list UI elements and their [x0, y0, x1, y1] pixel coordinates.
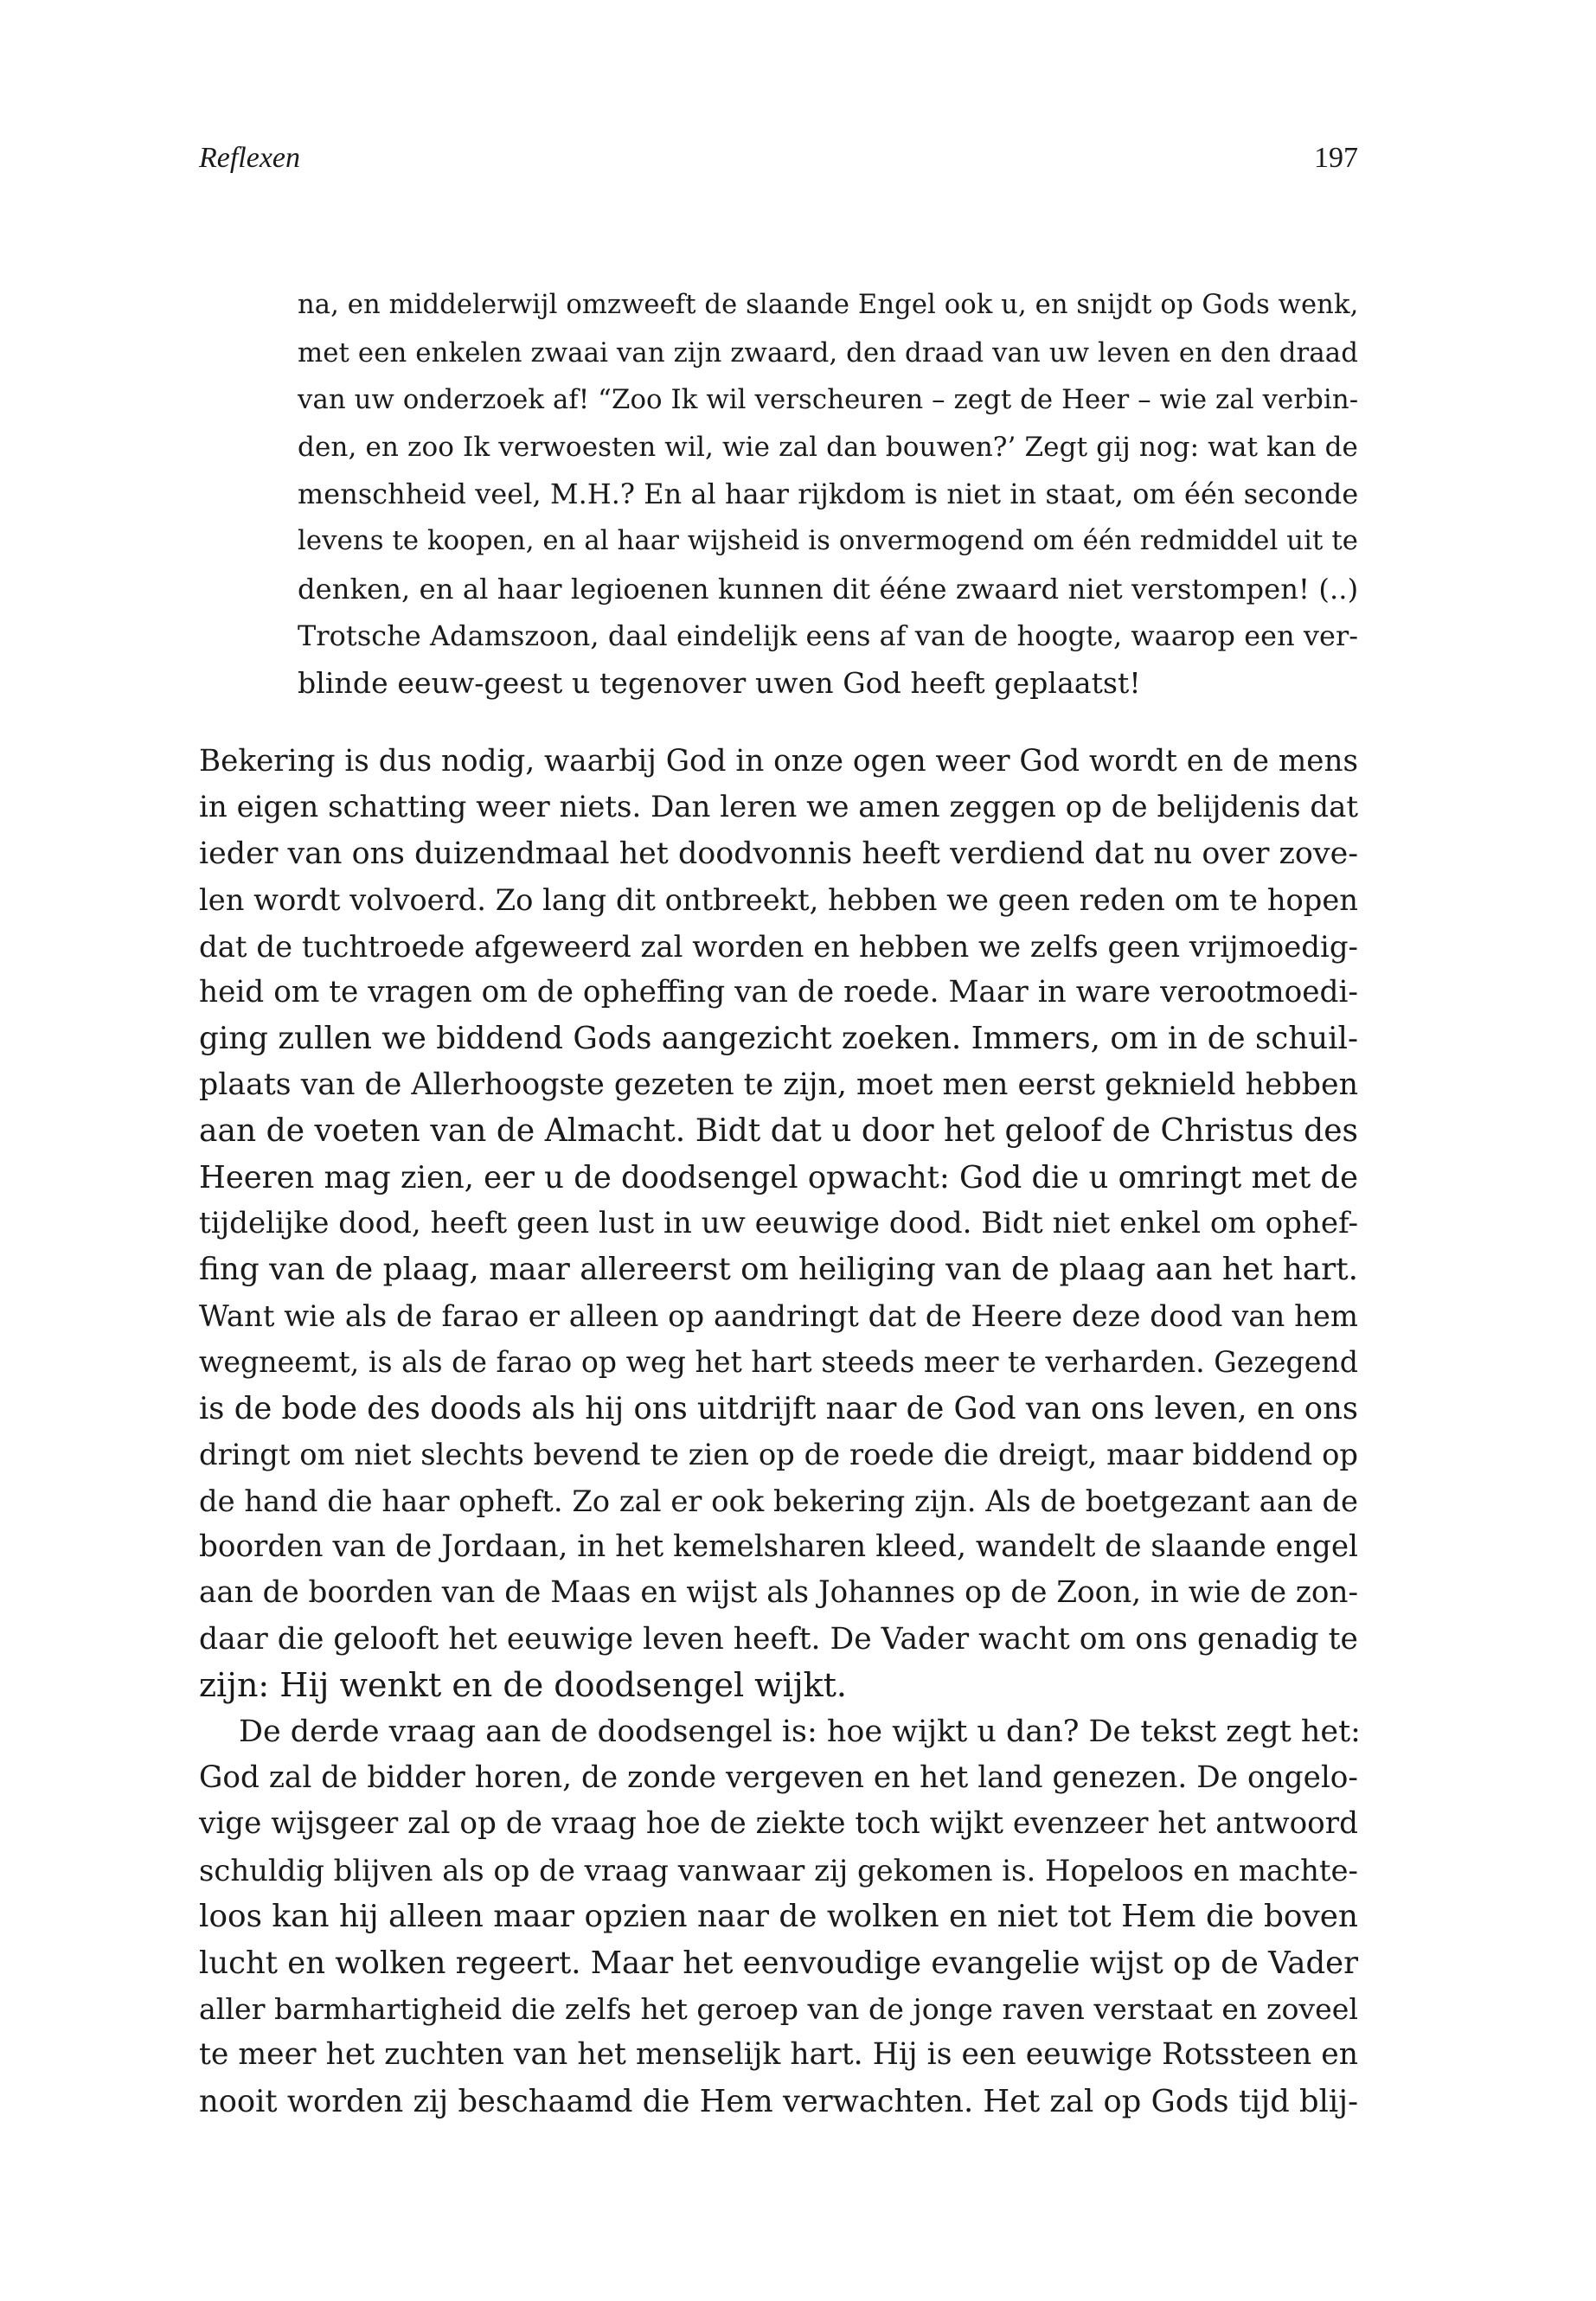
text-line: nooit worden zij beschaamd die Hem verwachten. Het zal op Gods tijd blij- — [199, 2083, 1358, 2119]
text-line: heid om te vragen om de opheffing van de roede. Maar in ware verootmoedi- — [199, 975, 1358, 1010]
quote-line: levens te koopen, en al haar wijsheid is onvermogend om één redmiddel uit te — [298, 525, 1359, 556]
quote-line: menschheid veel, M.H.? En al haar rijkdom is niet in staat, om één seconde — [298, 478, 1359, 511]
text-line: is de bode des doods als hij ons uitdrijft naar de God van ons leven, en ons — [199, 1390, 1358, 1426]
paragraph-2 — [199, 1709, 1361, 2125]
text-line: schuldig blijven als op de vraag vanwaar zij gekomen is. Hopeloos en machte- — [199, 1853, 1358, 1888]
text-line: loos kan hij alleen maar opzien naar de wolken en niet tot Hem die boven — [199, 1899, 1358, 1935]
text-line: lucht en wolken regeert. Maar het eenvoudige evangelie wijst op de Vader — [199, 1945, 1359, 1981]
text-line: zijn: Hij wenkt en de doodsengel wijkt. — [199, 1666, 848, 1705]
text-line: dringt om niet slechts bevend te zien op de roede die dreigt, maar biddend op — [199, 1438, 1358, 1472]
quote-line: den, en zoo Ik verwoesten wil, wie zal dan bouwen?’ Zegt gij nog: wat kan de — [298, 431, 1358, 463]
text-line: wegneemt, is als de farao op weg het hart steeds meer te verharden. Gezegend — [199, 1345, 1358, 1380]
body-text — [199, 739, 1361, 2125]
quote-line: blinde eeuw-geest u tegenover uwen God heeft geplaatst! — [298, 665, 1141, 700]
text-line: tijdelijke dood, heeft geen lust in uw eeuwige dood. Bidt niet enkel om ophef- — [199, 1206, 1358, 1241]
text-line: daar die gelooft het eeuwige leven heeft. De Vader wacht om ons genadig te — [199, 1621, 1358, 1657]
paragraph-1 — [199, 739, 1358, 1709]
quote-line: denken, en al haar legioenen kunnen dit ééne zwaard niet verstompen! (..) — [298, 572, 1359, 606]
text-line: De derde vraag aan de doodsengel is: hoe wijkt u dan? De tekst zegt het: — [239, 1714, 1361, 1749]
text-line: Heeren mag zien, eer u de doodsengel opwacht: God die u omringt met de — [199, 1159, 1358, 1195]
text-line: vige wijsgeer zal op de vraag hoe de ziekte toch wijkt evenzeer het antwoord — [199, 1806, 1358, 1842]
quote-line: met een enkelen zwaai van zijn zwaard, den draad van uw leven en den draad — [298, 336, 1358, 369]
text-line: dat de tuchtroede afgeweerd zal worden en hebben we zelfs geen vrijmoedig- — [199, 929, 1358, 964]
text-line: len wordt volvoerd. Zo lang dit ontbreekt, hebben we geen reden om te hopen — [199, 883, 1358, 918]
text-line: aan de boorden van de Maas en wijst als Johannes op de Zoon, in wie de zon- — [199, 1575, 1358, 1611]
text-line: plaats van de Allerhoogste gezeten te zijn, moet men eerst geknield hebben — [199, 1067, 1358, 1102]
text-line: Want wie als de farao er alleen op aandringt dat de Heere deze dood van hem — [199, 1298, 1358, 1333]
text-line: ieder van ons duizendmaal het doodvonnis heeft verdiend dat nu over zove- — [199, 836, 1358, 871]
text-line: de hand die haar opheft. Zo zal er ook bekering zijn. Als de boetgezant aan de — [199, 1484, 1358, 1518]
quote-line: Trotsche Adamszoon, daal eindelijk eens af van de hoogte, waarop een ver- — [298, 619, 1359, 653]
text-line: aan de voeten van de Almacht. Bidt dat u door het geloof de Christus des — [199, 1113, 1358, 1150]
text-line: in eigen schatting weer niets. Dan leren we amen zeggen op de belijdenis dat — [199, 790, 1358, 825]
text-line: God zal de bidder horen, de zonde vergeven en het land genezen. De ongelo- — [199, 1759, 1358, 1795]
text-line: fing van de plaag, maar allereerst om heiliging van de plaag aan het hart. — [199, 1252, 1358, 1288]
quote-line: na, en middelerwijl omzweeft de slaande Engel ook u, en snijdt op Gods wenk, — [298, 290, 1359, 320]
block-quote — [298, 282, 1358, 707]
text-line: ging zullen we biddend Gods aangezicht zoeken. Immers, om in de schuil- — [199, 1021, 1358, 1057]
text-line: te meer het zuchten van het menselijk hart. Hij is een eeuwige Rotssteen en — [199, 2037, 1358, 2073]
running-head — [199, 137, 1358, 180]
text-line: aller barmhartigheid die zelfs het geroep van de jonge raven verstaat en zoveel — [199, 1991, 1358, 2026]
text-line: Bekering is dus nodig, waarbij God in onze ogen weer God wordt en de mens — [199, 744, 1359, 779]
text-line: boorden van de Jordaan, in het kemelsharen kleed, wandelt de slaande engel — [199, 1529, 1358, 1564]
running-title: Reflexen — [199, 142, 301, 174]
page-number: 197 — [1314, 142, 1358, 174]
quote-line: van uw onderzoek af! “Zoo Ik wil verscheuren – zegt de Heer – wie zal verbin- — [298, 384, 1359, 416]
